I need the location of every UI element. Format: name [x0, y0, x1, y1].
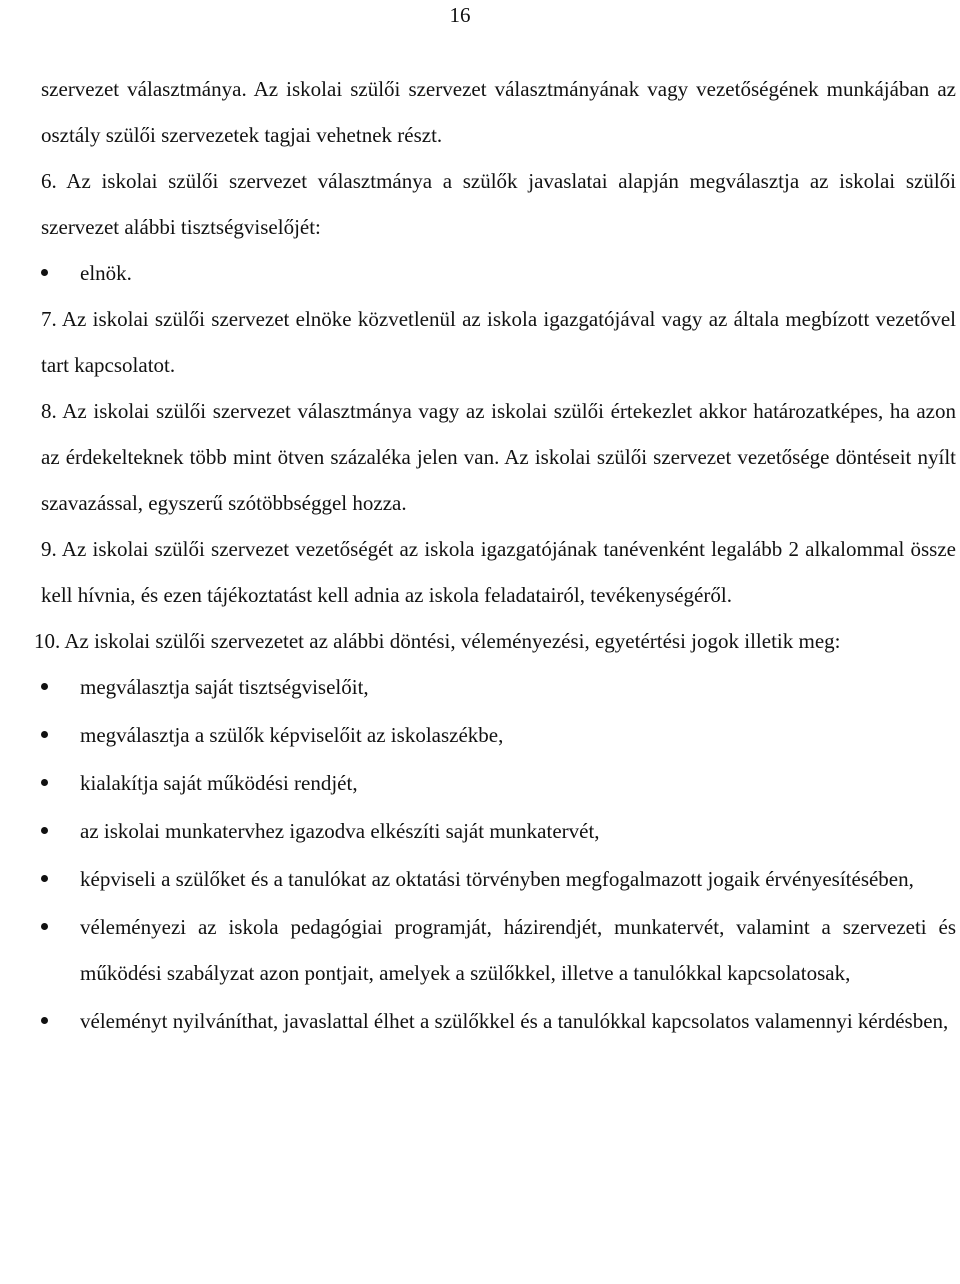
bullet-icon — [41, 779, 48, 786]
list-item-text: véleményezi az iskola pedagógiai programját, házirendjét, munkatervét, valamint a szervezeti és működési szabályzat azon pontjait, amelyek a szülőkkel, illetve a tanulókkal kapcsolatosak, — [80, 915, 956, 985]
item-8 — [41, 388, 956, 526]
item-10-number: 10. — [34, 629, 61, 653]
list-item — [41, 250, 956, 296]
bullet-icon — [41, 731, 48, 738]
item-9 — [41, 526, 956, 618]
item-7-text: Az iskolai szülői szervezet elnöke közvetlenül az iskola igazgatójával vagy az általa megbízott vezetővel tart kapcsolatot. — [41, 307, 957, 377]
list-item — [41, 808, 956, 854]
list-item-text: megválasztja a szülők képviselőit az iskolaszékbe, — [80, 723, 504, 747]
bullet-icon — [41, 683, 48, 690]
item-10-bullet-list — [41, 664, 956, 1044]
item-8-text: Az iskolai szülői szervezet választmánya vagy az iskolai szülői értekezlet akkor határozatképes, ha azon az érdekelteknek több mint ötven százaléka jelen van. Az iskolai szülői szervezet vezetősége döntéseit nyílt szavazással, egyszerű szótöbbséggel hozza. — [41, 399, 956, 515]
page-number: 16 — [449, 3, 471, 27]
bullet-icon — [41, 827, 48, 834]
item-9-text: Az iskolai szülői szervezet vezetőségét az iskola igazgatójának tanévenként legalább 2 alkalommal össze kell hívnia, és ezen tájékoztatást kell adnia az iskola feladatairól, tevékenységéről. — [41, 537, 957, 607]
bullet-icon — [41, 269, 48, 276]
list-item — [41, 664, 956, 710]
document-body — [34, 66, 957, 1046]
item-6-text: Az iskolai szülői szervezet választmánya a szülők javaslatai alapján megválasztja az iskolai szülői szervezet alábbi tisztségviselőjét: — [41, 169, 956, 239]
item-8-number: 8. — [41, 399, 57, 423]
item-7 — [41, 296, 956, 388]
item-10 — [34, 618, 956, 664]
list-item — [41, 760, 956, 806]
list-item-text: megválasztja saját tisztségviselőit, — [80, 675, 369, 699]
item-6-bullet-list — [41, 250, 956, 296]
item-9-number: 9. — [41, 537, 57, 561]
list-item — [41, 856, 956, 902]
list-item-text: képviseli a szülőket és a tanulókat az oktatási törvényben megfogalmazott jogaik érvényesítésében, — [80, 867, 914, 891]
list-item — [41, 904, 956, 996]
bullet-icon — [41, 875, 48, 882]
item-7-number: 7. — [41, 307, 57, 331]
list-item-text: az iskolai munkatervhez igazodva elkészíti saját munkatervét, — [80, 819, 600, 843]
bullet-icon — [41, 923, 48, 930]
list-item-text: kialakítja saját működési rendjét, — [80, 771, 358, 795]
item-6 — [41, 158, 956, 250]
item-10-text: Az iskolai szülői szervezetet az alábbi döntési, véleményezési, egyetértési jogok illetik meg: — [64, 629, 841, 653]
bullet-icon — [41, 1017, 48, 1024]
list-item — [41, 998, 956, 1044]
list-item — [41, 712, 956, 758]
list-item-text: véleményt nyilváníthat, javaslattal élhet a szülőkkel és a tanulókkal kapcsolatos valamennyi kérdésben, — [80, 1009, 949, 1033]
intro-paragraph: szervezet választmánya. Az iskolai szülői szervezet választmányának vagy vezetőségének munkájában az osztály szülői szervezetek tagjai vehetnek részt. — [41, 77, 956, 147]
item-6-number: 6. — [41, 169, 57, 193]
list-item-text: elnök. — [80, 261, 132, 285]
